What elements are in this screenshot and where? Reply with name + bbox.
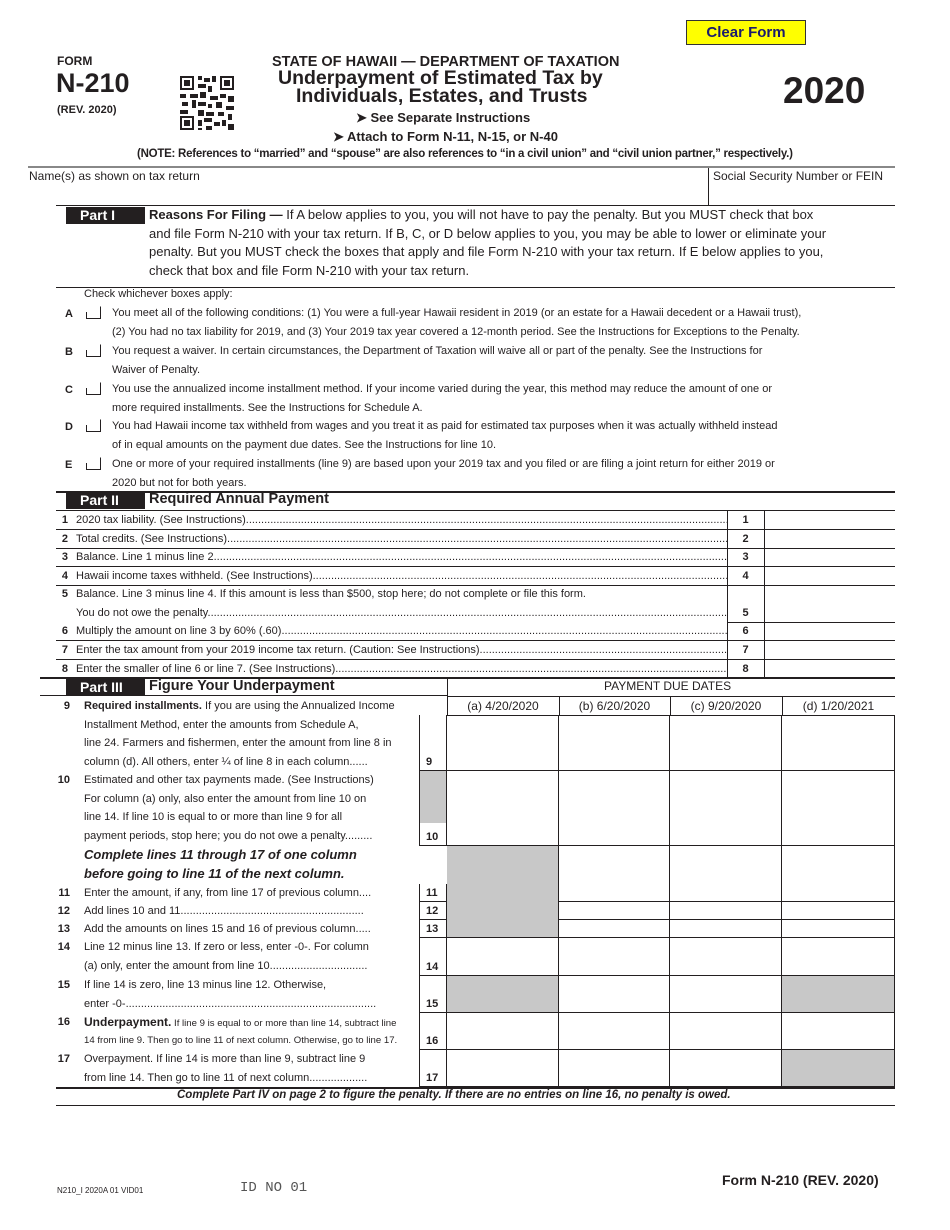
line-number — [40, 604, 76, 623]
column-header-c: (c) 9/20/2020 — [690, 699, 762, 713]
check-intro: Check whichever boxes apply: — [84, 288, 233, 300]
divider — [447, 715, 895, 716]
part1-line-3: penalty. But you MUST check the boxes that apply and file Form N-210 with your tax return. If E below applies to you, — [149, 244, 824, 259]
line-box-number: 16 — [419, 1013, 447, 1050]
line-17-column-a-input[interactable] — [447, 1050, 559, 1087]
shaded-cell — [782, 1050, 895, 1087]
form-title-line1: Underpayment of Estimated Tax by — [278, 67, 603, 89]
checkbox-b[interactable] — [86, 344, 101, 357]
line-number: 10 — [57, 774, 70, 786]
line-text: Total credits. (See Instructions) ..... — [76, 530, 727, 549]
line-15-column-c-input[interactable] — [670, 976, 782, 1013]
line-text: If line 14 is zero, line 13 minus line 12. Otherwise, — [84, 979, 327, 991]
line-14-column-a-input[interactable] — [447, 938, 559, 976]
line-text — [84, 1013, 419, 1034]
shaded-cell — [782, 976, 895, 1013]
checkbox-a[interactable] — [86, 306, 101, 319]
line-13-column-d-input[interactable] — [782, 920, 895, 938]
line-box-number: 13 — [419, 920, 447, 938]
check-item-text: You had Hawaii income tax withheld from wages and you treat it as paid for estimated tax purposes when it was actually withheld instead — [112, 420, 778, 432]
part2-label: Part II — [66, 492, 145, 509]
line-number: 4 — [61, 569, 68, 582]
line-text: (a) only, enter the amount from line 10................................ — [84, 959, 368, 972]
line-11-column-c-input[interactable] — [670, 846, 782, 902]
form-code: N210_I 2020A 01 VID01 — [57, 1186, 144, 1195]
id-number: ID NO 01 — [240, 1180, 308, 1196]
line-6-input[interactable] — [766, 623, 894, 639]
line-1-input[interactable] — [766, 512, 894, 528]
divider — [559, 696, 560, 716]
line-11-column-b-input[interactable] — [559, 846, 670, 902]
qr-code-icon — [180, 76, 234, 130]
part1-line-1: Reasons For Filing — If A below applies to you, you will not have to pay the penalty. But you MUST check that box — [149, 207, 814, 222]
line-text: from line 14. Then go to line 11 of next column................... — [84, 1071, 368, 1084]
column-header-a: (a) 4/20/2020 — [467, 699, 539, 713]
line-17-column-c-input[interactable] — [670, 1050, 782, 1087]
line-number: 11 — [58, 887, 70, 899]
line-15-column-b-input[interactable] — [559, 976, 670, 1013]
line-17-column-b-input[interactable] — [559, 1050, 670, 1087]
divider — [670, 696, 671, 716]
shaded-cell — [447, 976, 559, 1013]
line-9-column-d-input[interactable] — [782, 715, 895, 771]
check-letter: A — [65, 308, 73, 320]
form-revision: (REV. 2020) — [57, 104, 117, 116]
line-number: 17 — [57, 1053, 70, 1065]
line-number: 5 — [61, 588, 68, 600]
line-text: payment periods, stop here; you do not owe a penalty......... — [84, 830, 373, 843]
check-item-text: One or more of your required installments (line 9) are based upon your 2019 tax and you filed or are filing a joint return for either 2019 or — [112, 458, 775, 470]
part1-line-4: check that box and file Form N-210 with your tax return. — [149, 263, 470, 278]
form-label: FORM — [57, 54, 93, 68]
line-text: enter -0-.................................................................................. — [84, 997, 377, 1010]
line-14-column-d-input[interactable] — [782, 938, 895, 976]
check-letter: E — [65, 459, 73, 471]
part3-title: Figure Your Underpayment — [149, 678, 335, 694]
line-3-input[interactable] — [766, 549, 894, 565]
check-item-text: 2020 but not for both years. — [112, 476, 247, 489]
line-text: Line 12 minus line 13. If zero or less, enter -0-. For column — [84, 941, 369, 953]
check-item-text: more required installments. See the Instructions for Schedule A. — [112, 401, 423, 414]
part2-line-8 — [40, 660, 727, 679]
line-text: Add lines 10 and 11............................................................ — [84, 905, 364, 917]
ssn-label: Social Security Number or FEIN — [713, 169, 884, 183]
line-12-column-d-input[interactable] — [782, 902, 895, 920]
check-item-text: You meet all of the following conditions: (1) You were a full-year Hawaii resident in 2019 (or an estate for a Hawaii decedent or a Hawaii trust), — [112, 307, 802, 319]
check-item-text: You use the annualized income installment method. If your income varied during the year, this method may reduce the amount of one or — [112, 383, 772, 395]
check-letter: B — [65, 346, 73, 358]
line-number: 12 — [57, 905, 70, 917]
column-header-b: (b) 6/20/2020 — [578, 699, 651, 713]
line-box-number: 3 — [742, 551, 749, 563]
checkbox-d[interactable] — [86, 419, 101, 432]
line-number: 6 — [61, 625, 68, 637]
line-number: 9 — [63, 700, 70, 712]
checkbox-e[interactable] — [86, 457, 101, 470]
line-number: 3 — [61, 551, 68, 563]
part2-title: Required Annual Payment — [149, 491, 329, 507]
line-box-number: 7 — [742, 644, 749, 656]
line-text: Overpayment. If line 14 is more than line 9, subtract line 9 — [84, 1053, 366, 1065]
line-box-number: 9 — [419, 715, 447, 771]
line-9-column-a-input[interactable] — [447, 715, 559, 771]
line-text-bold: Underpayment. — [84, 1015, 172, 1029]
line-14-column-c-input[interactable] — [670, 938, 782, 976]
check-item-text: (2) You had no tax liability for 2019, and (3) Your 2019 tax year covered a 12-month period. See the Instructions for Exceptions to the Penalty. — [112, 325, 800, 338]
line-box-number: 15 — [419, 976, 447, 1013]
check-letter: D — [65, 421, 73, 433]
check-letter: C — [65, 384, 73, 396]
line-5-input[interactable] — [766, 605, 894, 621]
line-box-number: 14 — [419, 938, 447, 976]
part3-footer-note: Complete Part IV on page 2 to figure the penalty. If there are no entries on line 16, no penalty is owed. — [177, 1089, 731, 1101]
line-text: line 24. Farmers and fishermen, enter the amount from line 8 in — [84, 737, 392, 750]
line-box-number: 8 — [742, 662, 749, 675]
line-12-column-c-input[interactable] — [670, 902, 782, 920]
line-16-column-b-input[interactable] — [559, 1013, 670, 1050]
column-instructions: Complete lines 11 through 17 of one column before going to line 11 of the next column. — [84, 847, 357, 881]
clear-form-button[interactable]: Clear Form — [686, 20, 806, 45]
check-item-text: Waiver of Penalty. — [112, 363, 201, 376]
line-text — [84, 697, 419, 716]
line-box-number: 11 — [419, 884, 447, 902]
part2-line-7 — [40, 641, 727, 660]
name-input[interactable] — [30, 186, 700, 204]
line-text: Enter the smaller of line 6 or line 7. (See Instructions) ..... — [76, 660, 727, 679]
line-8-input[interactable] — [766, 661, 894, 677]
line-12-column-b-input[interactable] — [559, 902, 670, 920]
line-number: 8 — [61, 662, 68, 675]
line-text: 2020 tax liability. (See Instructions) ..... — [76, 511, 727, 530]
part3-label: Part III — [66, 679, 145, 696]
line-number: 2 — [61, 532, 68, 545]
line-text: Enter the amount, if any, from line 17 of previous column.... — [84, 887, 372, 899]
line-box-number: 12 — [419, 902, 447, 920]
line-10-column-d-input[interactable] — [782, 771, 895, 846]
line-11-column-d-input[interactable] — [782, 846, 895, 902]
line-box-number: 10 — [419, 823, 447, 846]
line-number: 16 — [57, 1016, 70, 1028]
part2-line-4 — [40, 567, 727, 586]
part2-line-1 — [40, 511, 727, 530]
line-text: You do not owe the penalty. ..... — [76, 604, 727, 623]
line-10-column-a-input[interactable] — [447, 771, 559, 846]
line-box-number: 4 — [742, 569, 749, 582]
line-16-column-c-input[interactable] — [670, 1013, 782, 1050]
line-text: Estimated and other tax payments made. (See Instructions) — [84, 774, 374, 786]
line-14-column-b-input[interactable] — [559, 938, 670, 976]
divider — [447, 678, 448, 697]
line-box-number: 17 — [419, 1050, 447, 1087]
part2-line-5 — [40, 604, 727, 623]
line-9-column-c-input[interactable] — [670, 715, 782, 771]
divider — [782, 696, 783, 716]
checkbox-c[interactable] — [86, 382, 101, 395]
line-text-rest: If you are using the Annualized Income — [201, 700, 395, 712]
form-footer-name: Form N-210 (REV. 2020) — [722, 1172, 879, 1188]
line-text: Installment Method, enter the amounts from Schedule A, — [84, 718, 359, 731]
check-item-text: You request a waiver. In certain circumstances, the Department of Taxation will waive all or part of the penalty. See the Instructions for — [112, 345, 763, 357]
part2-line-6 — [40, 622, 727, 641]
line-text: 14 from line 9. Then go to line 11 of next column. Otherwise, go to line 17. — [84, 1034, 398, 1046]
line-text: line 14. If line 10 is equal to or more than line 9 for all — [84, 811, 343, 824]
line-16-column-a-input[interactable] — [447, 1013, 559, 1050]
line-box-number: 5 — [742, 606, 749, 619]
part1-label: Part I — [66, 207, 145, 224]
line-text-bold: Required installments. — [84, 700, 202, 712]
divider — [447, 696, 448, 716]
form-number: N-210 — [56, 68, 130, 98]
line-text: Multiply the amount on line 3 by 60% (.60) ..... — [76, 622, 727, 641]
ssn-input[interactable] — [712, 186, 892, 204]
line-number: 13 — [57, 923, 70, 935]
column-header-d: (d) 1/20/2021 — [802, 699, 875, 713]
arrow-icon: ➤ — [333, 129, 348, 144]
line-box-number: 6 — [742, 625, 749, 637]
agency-name: STATE OF HAWAII — DEPARTMENT OF TAXATION — [272, 54, 620, 70]
line-10-column-c-input[interactable] — [670, 771, 782, 846]
payment-due-dates-header: PAYMENT DUE DATES — [604, 679, 732, 693]
line-16-column-d-input[interactable] — [782, 1013, 895, 1050]
civil-union-note: (NOTE: References to “married” and “spouse” are also references to “in a civil union” and “civil union partner,” respectively.) — [137, 148, 793, 160]
line-text: For column (a) only, also enter the amount from line 10 on — [84, 792, 367, 805]
line-number: 15 — [57, 979, 70, 991]
line-text: column (d). All others, enter ¼ of line 8 in each column...... — [84, 756, 368, 769]
see-instructions: ➤ See Separate Instructions — [356, 110, 531, 125]
line-box-number: 2 — [742, 532, 749, 545]
line-text: Add the amounts on lines 15 and 16 of previous column..... — [84, 923, 371, 935]
line-2-input[interactable] — [766, 531, 894, 547]
line-13-column-c-input[interactable] — [670, 920, 782, 938]
line-text: Hawaii income taxes withheld. (See Instructions) ..... — [76, 567, 727, 586]
line-10-column-b-input[interactable] — [559, 771, 670, 846]
line-text: Enter the tax amount from your 2019 income tax return. (Caution: See Instructions) ..... — [76, 641, 727, 660]
part2-line-5 — [40, 585, 727, 604]
arrow-icon: ➤ — [356, 110, 371, 125]
check-item-text: of in equal amounts on the payment due dates. See the Instructions for line 10. — [112, 438, 497, 451]
line-text: Balance. Line 3 minus line 4. If this amount is less than $500, stop here; do not complete or file this form. — [76, 588, 586, 600]
line-13-column-b-input[interactable] — [559, 920, 670, 938]
name-label: Name(s) as shown on tax return — [29, 169, 200, 183]
part2-line-2 — [40, 530, 727, 549]
line-box-number: 1 — [742, 514, 749, 526]
attach-note: ➤ Attach to Form N-11, N-15, or N-40 — [333, 129, 558, 144]
line-text: Balance. Line 1 minus line 2. ..... — [76, 548, 727, 567]
shaded-cell — [419, 771, 447, 823]
part2-line-3 — [40, 548, 727, 567]
line-number: 7 — [61, 644, 68, 656]
line-4-input[interactable] — [766, 568, 894, 584]
part1-line-2: and file Form N-210 with your tax return. If B, C, or D below applies to you, you may be able to lower or eliminate your — [149, 226, 827, 241]
line-text-rest: If line 9 is equal to or more than line 14, subtract line — [171, 1018, 397, 1029]
line-7-input[interactable] — [766, 642, 894, 658]
line-number: 1 — [61, 514, 68, 526]
line-9-column-b-input[interactable] — [559, 715, 670, 771]
tax-year: 2020 — [783, 70, 866, 111]
shaded-cell — [447, 846, 559, 938]
line-number: 14 — [57, 941, 70, 953]
form-title-line2: Individuals, Estates, and Trusts — [296, 85, 588, 107]
